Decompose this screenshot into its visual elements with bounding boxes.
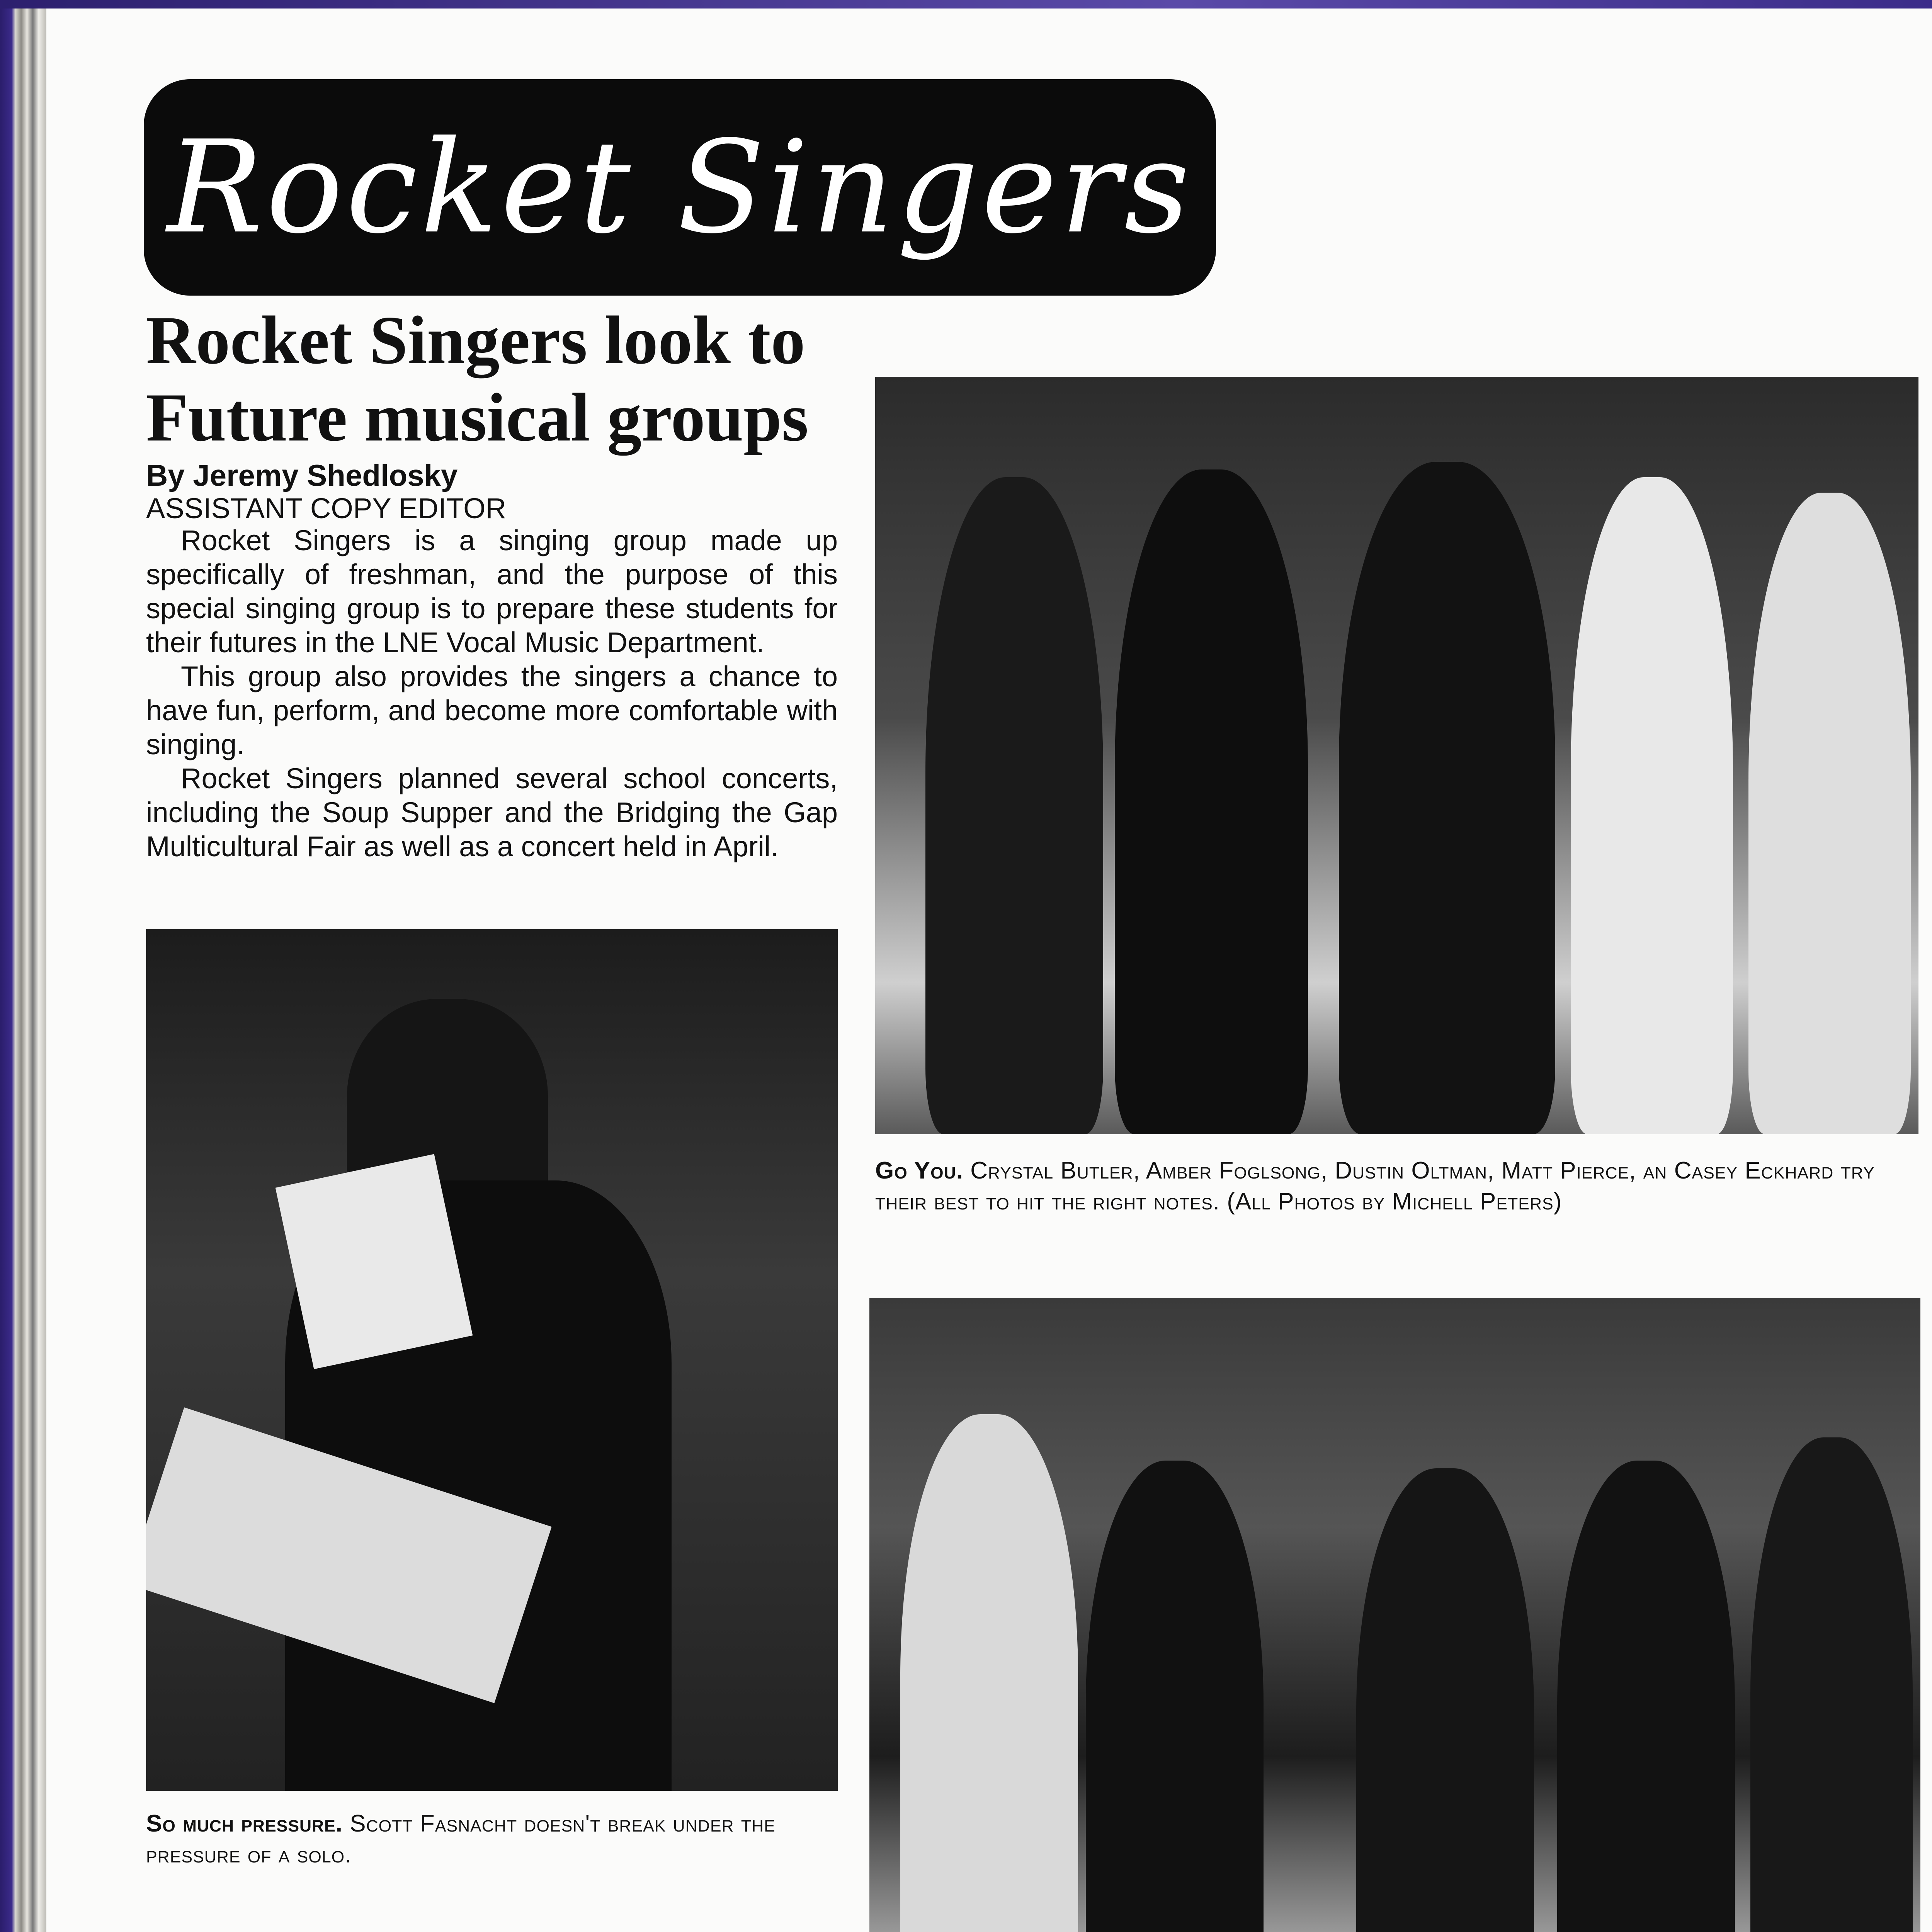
photo-smile-please <box>869 1298 1920 1932</box>
photo-solo-singer <box>146 929 838 1791</box>
headline-line-2: Future musical groups <box>146 379 809 456</box>
caption-solo <box>146 1808 838 1870</box>
photo-figure <box>1571 477 1733 1134</box>
photo-figure <box>1356 1468 1534 1932</box>
page-binding-edge <box>0 0 46 1932</box>
photo-figure <box>1750 1437 1913 1932</box>
banner-title: Rocket Singers <box>167 113 1193 262</box>
article-paragraph: This group also provides the singers a chance to have fun, perform, and become more comfortable with singing. <box>146 660 838 760</box>
article-body <box>146 524 838 864</box>
section-banner <box>144 79 1216 296</box>
article-paragraph: Rocket Singers planned several school concerts, including the Soup Supper and the Bridging the Gap Multicultural Fair as well as a concert held in April. <box>146 762 838 862</box>
photo-figure <box>1086 1461 1264 1932</box>
caption-lead: Go You. <box>875 1157 963 1184</box>
article-paragraph: Rocket Singers is a singing group made up specifically of freshman, and the purpose of this special singing group is to prepare these students for their futures in the LNE Vocal Music Department. <box>146 524 838 658</box>
photo-figure <box>1339 462 1555 1134</box>
caption-lead: So much pressure. <box>146 1810 343 1837</box>
headline-line-1: Rocket Singers look to <box>146 302 805 378</box>
article-headline <box>146 301 842 456</box>
caption-text: Crystal Butler, Amber Foglsong, Dustin Oltman, Matt Pierce, an Casey Eckhard try their best to hit the right notes. (All Photos by Michell Peters) <box>875 1157 1875 1215</box>
photo-figure <box>1748 493 1911 1134</box>
author-role: ASSISTANT COPY EDITOR <box>146 492 507 524</box>
caption-text: Scott Fasnacht doesn't break under the pressure of a solo. <box>146 1810 776 1868</box>
page-top-edge <box>0 0 1932 9</box>
photo-figure <box>1557 1461 1735 1932</box>
photo-figure <box>900 1414 1078 1932</box>
caption-go-you <box>875 1155 1926 1217</box>
photo-figure <box>1115 469 1308 1134</box>
photo-figure <box>925 477 1103 1134</box>
photo-go-you <box>875 377 1918 1134</box>
article-byline: By Jeremy Shedlosky <box>146 458 458 492</box>
